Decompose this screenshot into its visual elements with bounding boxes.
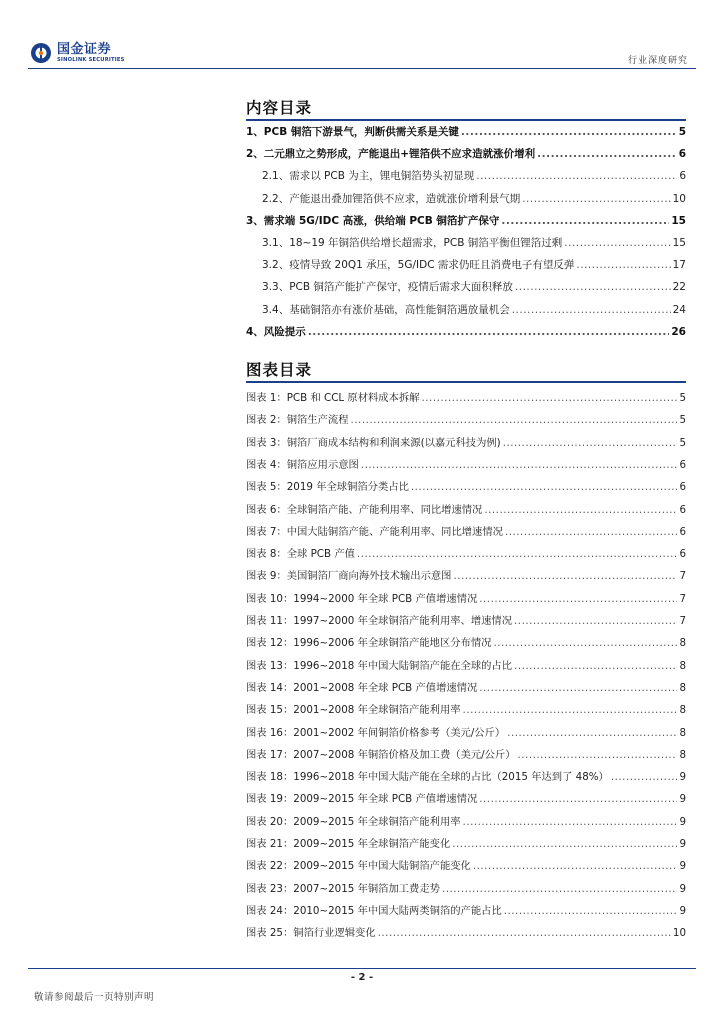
toc-entry-page: 10 [672, 192, 686, 205]
toc-entry-page: 8 [679, 748, 686, 761]
toc-leader-dots [463, 816, 678, 828]
toc-entry[interactable] [246, 257, 686, 272]
toc-leader-dots [537, 148, 677, 160]
toc-entry-page: 8 [679, 681, 686, 694]
toc-entry-label: 图表 10：1994~2000 年全球 PCB 产值增速情况 [246, 592, 478, 605]
toc-leader-dots [504, 905, 678, 917]
toc-entry[interactable] [246, 191, 686, 206]
toc-entry-label: 图表 13：1996~2018 年中国大陆铜箔产能在全球的占比 [246, 659, 513, 672]
company-logo [30, 42, 125, 64]
toc-entry-page: 6 [679, 481, 686, 494]
page-number: - 2 - [350, 972, 374, 983]
toc-entry-page: 6 [679, 503, 686, 516]
toc-entry-page: 5 [679, 436, 686, 449]
toc-entry-page: 9 [679, 771, 686, 784]
toc-entry[interactable] [246, 545, 686, 560]
toc-leader-dots [518, 749, 678, 761]
toc-leader-dots [479, 793, 677, 805]
toc-entry-page: 7 [679, 570, 686, 583]
toc-entry-label: 2、二元鼎立之势形成，产能退出+锂箔供不应求造就涨价增利 [246, 148, 536, 161]
toc-leader-dots [463, 704, 678, 716]
toc-entry-page: 8 [679, 659, 686, 672]
toc-entry-label: 图表 23：2007~2015 年铜箔加工费走势 [246, 882, 440, 895]
toc-entry[interactable] [246, 434, 686, 449]
contents-heading-rule [246, 119, 686, 121]
toc-entry[interactable] [246, 168, 686, 183]
toc-leader-dots [512, 304, 671, 316]
toc-entry[interactable] [246, 456, 686, 471]
toc-entry[interactable] [246, 880, 686, 895]
toc-entry[interactable] [246, 790, 686, 805]
toc-entry-page: 9 [679, 815, 686, 828]
toc-entry[interactable] [246, 279, 686, 294]
toc-entry-page: 24 [672, 303, 686, 316]
toc-leader-dots [461, 126, 677, 138]
toc-entry[interactable] [246, 411, 686, 426]
toc-entry[interactable] [246, 902, 686, 917]
toc-entry-label: 3.1、18~19 年铜箔供给增长超需求，PCB 铜箔平衡但锂箔过剩 [262, 237, 563, 249]
toc-entry-page: 9 [679, 882, 686, 895]
toc-entry-page: 9 [679, 860, 686, 873]
toc-leader-dots [503, 437, 678, 449]
toc-entry[interactable] [246, 146, 686, 161]
toc-entry-page: 10 [672, 927, 686, 940]
toc-entry[interactable] [246, 924, 686, 939]
toc-leader-dots [476, 170, 677, 182]
toc-entry-page: 6 [679, 170, 686, 183]
toc-entry-page: 15 [671, 214, 686, 227]
toc-entry[interactable] [246, 724, 686, 739]
toc-leader-dots [473, 860, 678, 872]
toc-entry-page: 17 [672, 259, 686, 272]
toc-entry-label: 图表 3：铜箔厂商成本结构和利润来源(以嘉元科技为例) [246, 436, 501, 449]
footer-divider [28, 968, 696, 969]
toc-leader-dots [453, 570, 677, 582]
toc-leader-dots [522, 193, 670, 205]
toc-entry-label: 4、风险提示 [246, 325, 306, 338]
toc-leader-dots [515, 281, 671, 293]
toc-entry[interactable] [246, 813, 686, 828]
toc-entry-page: 9 [679, 793, 686, 806]
header-divider [28, 68, 696, 69]
toc-entry-label: 图表 5：2019 年全球铜箔分类占比 [246, 481, 409, 494]
toc-leader-dots [422, 392, 678, 404]
toc-entry-page: 8 [679, 726, 686, 739]
toc-leader-dots [361, 459, 678, 471]
toc-entry-label: 2.1、需求以 PCB 为主，锂电铜箔势头初显现 [262, 170, 475, 183]
toc-entry-label: 图表 11：1997~2000 年全球铜箔产能利用率、增速情况 [246, 615, 513, 627]
toc-entry[interactable] [246, 124, 686, 139]
toc-entry[interactable] [246, 634, 686, 649]
toc-leader-dots [501, 215, 669, 227]
toc-entry-label: 图表 9：美国铜箔厂商向海外技术输出示意图 [246, 570, 452, 583]
toc-entry-label: 1、PCB 铜箔下游景气，判断供需关系是关键 [246, 126, 459, 138]
toc-leader-dots [576, 259, 670, 271]
toc-entry-label: 3.2、疫情导致 20Q1 承压，5G/IDC 需求仍旺且消费电子有望反弹 [262, 259, 575, 272]
toc-entry-label: 图表 15：2001~2008 年全球铜箔产能利用率 [246, 704, 461, 717]
toc-entry-page: 6 [679, 525, 686, 538]
toc-entry-label: 3.3、PCB 铜箔产能扩产保守，疫情后需求大面积释放 [262, 281, 513, 294]
toc-entry-label: 图表 22：2009~2015 年中国大陆铜箔产能变化 [246, 860, 471, 873]
logo-chinese-name: 国金证券 [57, 41, 112, 57]
toc-entry[interactable] [246, 567, 686, 582]
toc-entry-label: 3、需求端 5G/IDC 高涨，供给端 PCB 铜箔扩产保守 [246, 214, 500, 227]
toc-leader-dots [308, 326, 670, 338]
toc-entry-page: 22 [672, 281, 686, 294]
toc-entry-page: 7 [679, 592, 686, 605]
toc-entry-page: 7 [679, 615, 686, 627]
toc-entry-page: 5 [678, 126, 686, 138]
toc-leader-dots [442, 883, 677, 895]
figures-heading: 图表目录 [246, 361, 313, 379]
toc-entry-label: 图表 1：PCB 和 CCL 原材料成本拆解 [246, 392, 420, 404]
toc-entry[interactable] [246, 235, 686, 250]
toc-entry-label: 图表 6：全球铜箔产能、产能利用率、同比增速情况 [246, 503, 483, 516]
toc-entry-page: 26 [671, 325, 686, 338]
toc-entry[interactable] [246, 746, 686, 761]
toc-entry-label: 图表 7：中国大陆铜箔产能、产能利用率、同比增速情况 [246, 525, 503, 538]
toc-entry[interactable] [246, 389, 686, 404]
toc-leader-dots [564, 237, 670, 249]
toc-entry-label: 图表 12：1996~2006 年全球铜箔产能地区分布情况 [246, 637, 492, 650]
toc-leader-dots [507, 727, 677, 739]
figures-heading-rule [246, 381, 686, 383]
toc-entry-label: 图表 16：2001~2002 年间铜箔价格参考（美元/公斤） [246, 726, 506, 739]
toc-leader-dots [484, 504, 677, 516]
toc-entry-label: 图表 25：铜箔行业逻辑变化 [246, 927, 376, 940]
toc-entry-label: 图表 24：2010~2015 年中国大陆两类铜箔的产能占比 [246, 904, 502, 917]
toc-leader-dots [411, 481, 678, 493]
toc-leader-dots [479, 682, 677, 694]
toc-entry-page: 6 [679, 548, 686, 561]
toc-entry[interactable] [246, 657, 686, 672]
footer-disclaimer: 敬请参阅最后一页特别声明 [34, 992, 155, 1003]
toc-leader-dots [479, 593, 677, 605]
toc-entry-page: 8 [679, 637, 686, 650]
toc-entry-page: 8 [679, 704, 686, 717]
toc-entry-page: 9 [679, 838, 686, 850]
toc-entry-page: 9 [679, 904, 686, 917]
document-type: 行业深度研究 [627, 56, 688, 66]
toc-entry-label: 图表 4：铜箔应用示意图 [246, 458, 359, 471]
sinolink-logo-icon [30, 42, 52, 64]
toc-entry-label: 3.4、基础铜箔亦有涨价基础，高性能铜箔遇放量机会 [262, 303, 510, 316]
toc-entry-page: 6 [679, 458, 686, 471]
toc-entry[interactable] [246, 324, 686, 339]
toc-leader-dots [357, 548, 678, 560]
toc-entry-label: 图表 20：2009~2015 年全球铜箔产能利用率 [246, 815, 461, 828]
toc-entry-label: 图表 21：2009~2015 年全球铜箔产能变化 [246, 838, 451, 850]
toc-entry-label: 图表 18：1996~2018 年中国大陆产能在全球的占比（2015 年达到了 48%） [246, 771, 609, 784]
toc-leader-dots [351, 414, 678, 426]
toc-entry-page: 15 [672, 237, 686, 249]
toc-entry-label: 图表 14：2001~2008 年全球 PCB 产值增速情况 [246, 681, 478, 694]
logo-english-name: SINOLINK SECURITIES [57, 56, 125, 63]
toc-entry[interactable] [246, 768, 686, 783]
toc-leader-dots [452, 838, 677, 850]
toc-leader-dots [611, 771, 678, 783]
toc-entry-label: 2.2、产能退出叠加锂箔供不应求，造就涨价增利景气期 [262, 192, 521, 205]
toc-entry[interactable] [246, 701, 686, 716]
toc-entry-label: 图表 2：铜箔生产流程 [246, 414, 349, 427]
toc-entry[interactable] [246, 478, 686, 493]
toc-entry[interactable] [246, 302, 686, 317]
toc-entry[interactable] [246, 835, 686, 850]
toc-entry-page: 5 [679, 414, 686, 427]
toc-entry[interactable] [246, 612, 686, 627]
toc-entry-page: 5 [679, 392, 686, 404]
toc-leader-dots [514, 660, 677, 672]
toc-entry-label: 图表 8：全球 PCB 产值 [246, 548, 355, 561]
toc-leader-dots [514, 615, 677, 627]
toc-entry[interactable] [246, 590, 686, 605]
toc-entry[interactable] [246, 679, 686, 694]
toc-leader-dots [493, 637, 677, 649]
toc-entry-page: 6 [678, 148, 686, 161]
contents-heading: 内容目录 [246, 99, 313, 117]
toc-leader-dots [505, 526, 677, 538]
page-header [0, 0, 724, 72]
toc-entry[interactable] [246, 501, 686, 516]
toc-entry[interactable] [246, 857, 686, 872]
toc-entry[interactable] [246, 523, 686, 538]
toc-entry-label: 图表 19：2009~2015 年全球 PCB 产值增速情况 [246, 793, 478, 806]
toc-entry[interactable] [246, 213, 686, 228]
toc-leader-dots [378, 927, 671, 939]
toc-entry-label: 图表 17：2007~2008 年铜箔价格及加工费（美元/公斤） [246, 748, 516, 761]
